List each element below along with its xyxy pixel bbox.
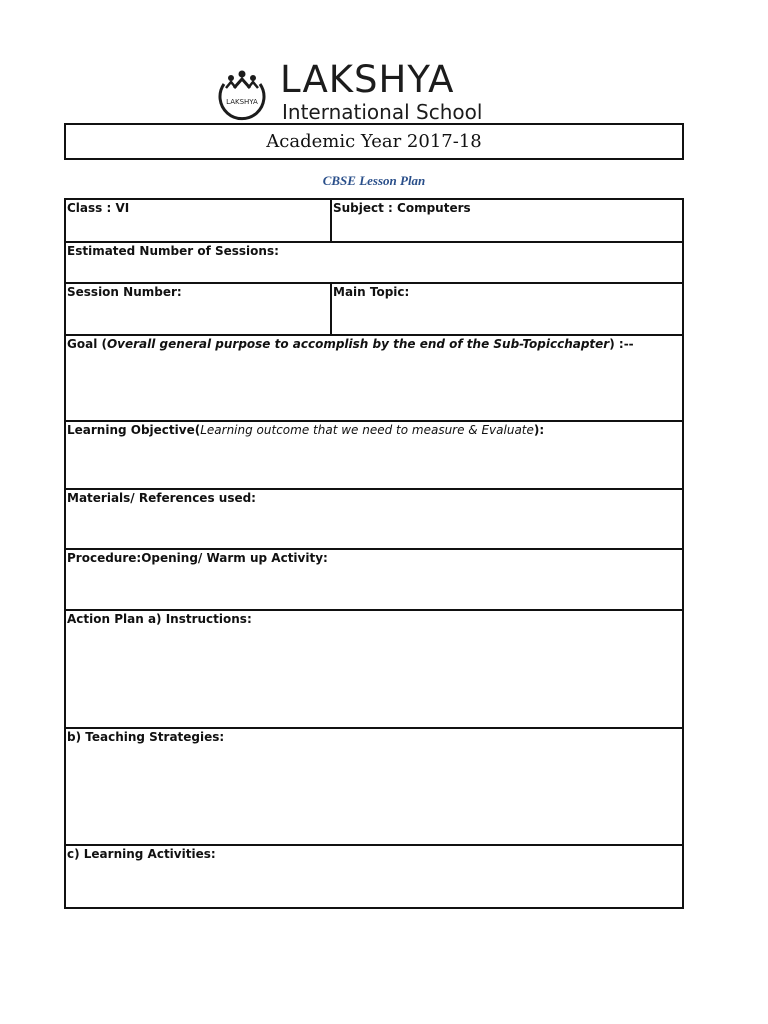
school-subtitle: International School [282, 100, 483, 124]
subject-label: Subject : Computers [333, 201, 471, 215]
objective-label: Learning Objective( [67, 423, 201, 437]
objective-description: Learning outcome that we need to measure & Evaluate [200, 423, 534, 437]
learning-activities-label: c) Learning Activities: [67, 847, 216, 861]
school-emblem-icon [214, 66, 270, 122]
goal-field[interactable] [64, 334, 684, 422]
learning-objective-field[interactable] [64, 420, 684, 490]
subject-field[interactable] [330, 198, 684, 243]
procedure-field[interactable] [64, 548, 684, 611]
learning-activities-field[interactable] [64, 844, 684, 909]
class-label: Class : VI [67, 201, 130, 215]
class-field[interactable] [64, 198, 332, 243]
school-name: LAKSHYA [280, 58, 455, 101]
objective-label-tail: ): [533, 423, 545, 437]
materials-field[interactable] [64, 488, 684, 550]
action-plan-field[interactable] [64, 609, 684, 729]
lesson-plan-title: CBSE Lesson Plan [322, 173, 426, 188]
main-topic-field[interactable] [330, 282, 684, 336]
goal-label-tail: ) :-- [609, 337, 634, 351]
main-topic-label: Main Topic: [333, 285, 410, 299]
logo-badge-text: LAKSHYA [226, 98, 258, 106]
academic-year-title: Academic Year 2017-18 [64, 123, 684, 160]
sessions-field[interactable] [64, 241, 684, 284]
action-plan-label: Action Plan a) Instructions: [67, 612, 252, 626]
goal-label: Goal ( [67, 337, 107, 351]
materials-label: Materials/ References used: [67, 491, 256, 505]
teaching-strategies-label: b) Teaching Strategies: [67, 730, 225, 744]
sessions-label: Estimated Number of Sessions: [67, 244, 279, 258]
school-logo [214, 58, 494, 124]
session-number-label: Session Number: [67, 285, 182, 299]
session-number-field[interactable] [64, 282, 332, 336]
goal-description: Overall general purpose to accomplish by the end of the Sub-Topicchapter [106, 337, 610, 351]
teaching-strategies-field[interactable] [64, 727, 684, 846]
procedure-label: Procedure:Opening/ Warm up Activity: [67, 551, 328, 565]
